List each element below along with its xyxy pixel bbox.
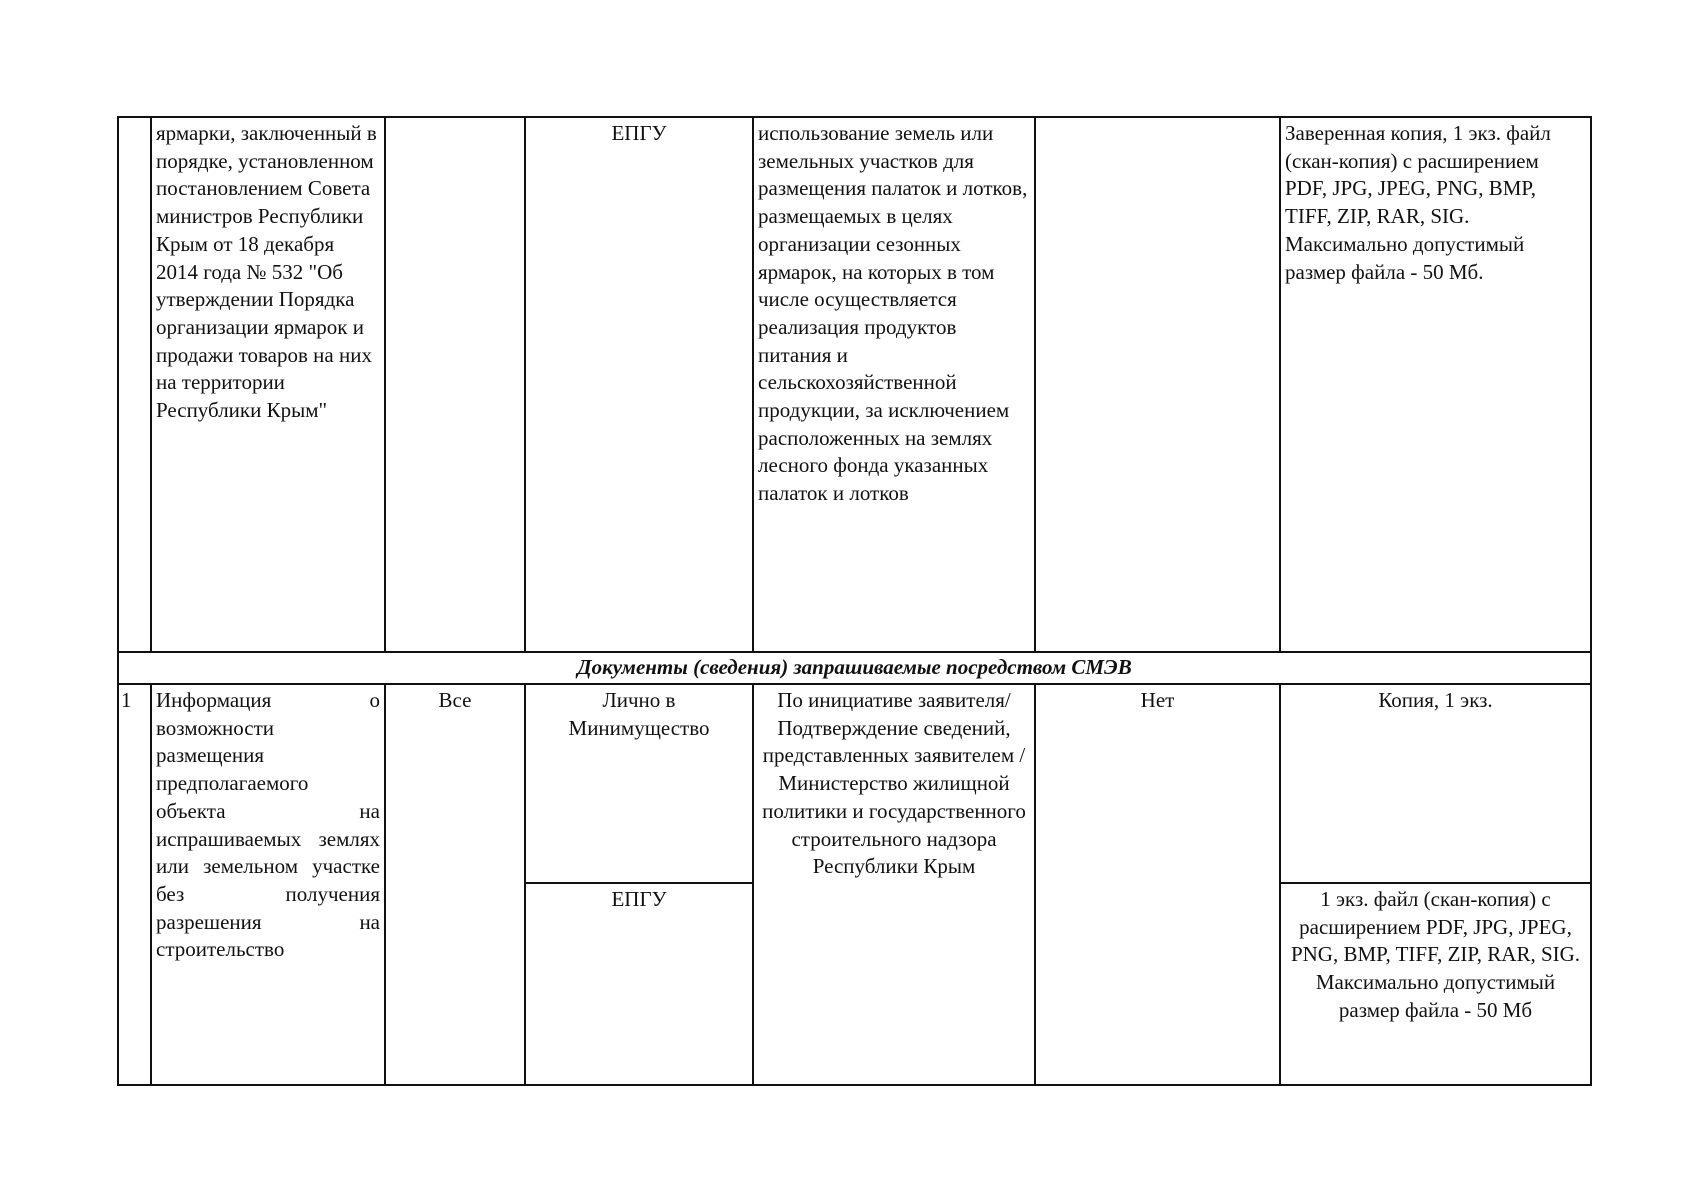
submission-channel-cell: ЕПГУ (525, 117, 753, 652)
section-header-row (118, 652, 1591, 684)
applicant-category-cell: Все (385, 684, 525, 1085)
form-in-person-cell: Копия, 1 экз. (1280, 684, 1591, 883)
table-row (118, 684, 1591, 883)
applicant-category-cell (385, 117, 525, 652)
purpose-cell: использование земель или земельных участков для размещения палаток и лотков, размещаемых в целях организации сезонных ярмарок, на которых в том числе осуществляется реализация продуктов питания и сельскохозяйственной продукции, за исключением расположенных на землях лесного фонда указанных палаток и лотков (753, 117, 1035, 652)
documents-table (117, 116, 1592, 1086)
document-form-cell: Заверенная копия, 1 экз. файл (скан-копия) с расширением PDF, JPG, JPEG, PNG, BMP, TIFF, ZIP, RAR, SIG. Максимально допустимый размер файла - 50 Мб. (1280, 117, 1591, 652)
document-name-cell: Информация о возможности размещения предполагаемого объекта на испрашиваемых землях или земельном участке без получения разрешения на строительство (151, 684, 385, 1085)
required-cell (1035, 117, 1280, 652)
required-cell: Нет (1035, 684, 1280, 1085)
channel-in-person-cell: Лично в Минимущество (525, 684, 753, 883)
form-online-cell: 1 экз. файл (скан-копия) с расширением PDF, JPG, JPEG, PNG, BMP, TIFF, ZIP, RAR, SIG. Максимально допустимый размер файла - 50 Мб (1280, 883, 1591, 1085)
row-number-cell: 1 (118, 684, 151, 1085)
continuation-row (118, 117, 1591, 652)
section-header: Документы (сведения) запрашиваемые посредством СМЭВ (118, 652, 1591, 684)
row-number-cell (118, 117, 151, 652)
document-name-cell: ярмарки, заключенный в порядке, установленном постановлением Совета министров Республики Крым от 18 декабря 2014 года № 532 "Об утверждении Порядка организации ярмарок и продажи товаров на них на территории Республики Крым" (151, 117, 385, 652)
purpose-cell: По инициативе заявителя/Подтверждение сведений, представленных заявителем / Министерство жилищной политики и государственного строительного надзора Республики Крым (753, 684, 1035, 1085)
channel-online-cell: ЕПГУ (525, 883, 753, 1085)
